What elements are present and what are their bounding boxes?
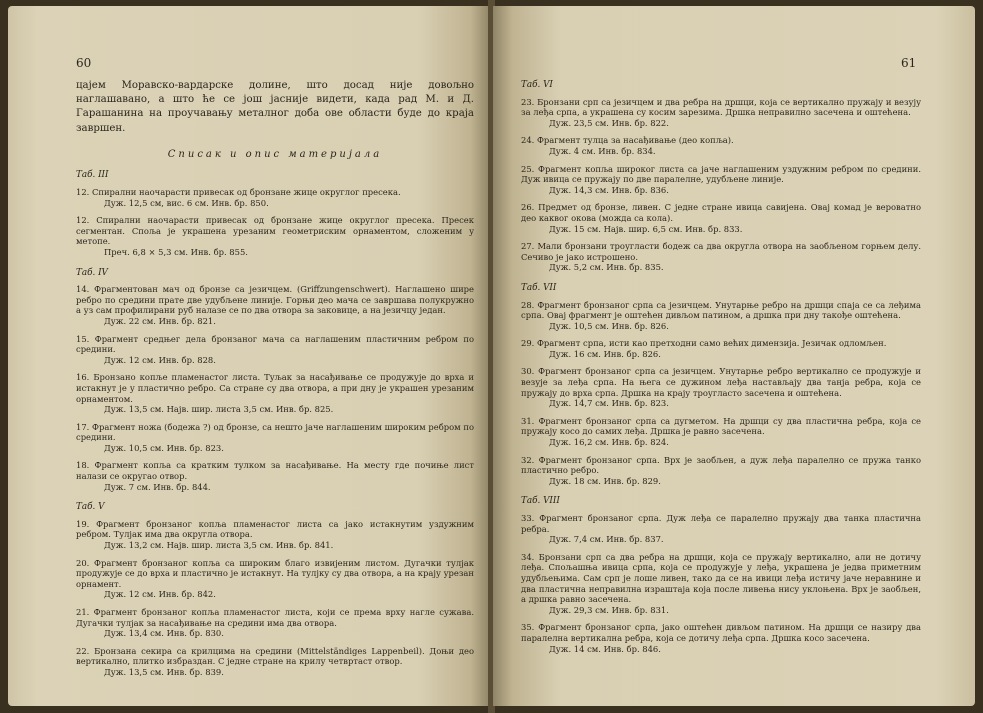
catalog-entry [76, 558, 474, 600]
entry-description: 12. Спирални наочарасти привесак од бронзане жице округлог пресека. [76, 187, 401, 197]
left-page-content [76, 79, 474, 685]
entry-description: 22. Бронзана секира са крилцима на средини (Mittelständiges Lappenbeil). Доњи део вертикално, плитко избраздан. С једне стране на крилу четвртаст отвор. [76, 645, 474, 667]
entry-measurements: Дуж. 22 см. Инв. бр. 821. [104, 315, 216, 326]
entry-description: 21. Фрагмент бронзаног копља пламенастог листа, који се према врху нагле сужава. Дугачки тулјак за насађивање на средини има два отвора. [76, 607, 474, 628]
catalog-entry [521, 164, 921, 196]
entry-description: 17. Фрагмент ножа (бодежа ?) од бронзе, са нешто јаче наглашеним широким ребром по средини. [76, 421, 474, 443]
entry-measurements: Дуж. 7 см. Инв. бр. 844. [104, 481, 211, 492]
entry-measurements: Дуж. 16,2 см. Инв. бр. 824. [549, 437, 669, 448]
entry-description: 28. Фрагмент бронзаног српа са језичцем. Унутарње ребро на дршци спаја се са леђима српа. Овај фрагмент је оштећен дивљом патином, а дршка при дну такође оштећена. [521, 299, 921, 321]
entry-description: 23. Бронзани срп са језичцем и два ребра на дршци, која се вертикално пружају и везују за леђа српа, а украшена су косим зарезима. Дршка неправилно засечена и оштећена. [521, 96, 921, 118]
plate-heading: Таб. III [76, 170, 109, 181]
entry-description: 26. Предмет од бронзе, ливен. С једне стране ивица савијена. Овај комад је вероватно део каквог окова (можда са кола). [521, 202, 921, 223]
catalog-entry [521, 366, 921, 408]
catalog-entry [521, 622, 921, 654]
plate-heading: Таб. VIII [521, 496, 560, 507]
catalog-entry [76, 607, 474, 639]
entry-measurements: Дуж. 15 см. Најв. шир. 6,5 см. Инв. бр. 833. [549, 223, 743, 234]
catalog-entry [76, 422, 474, 454]
entry-measurements: Дуж. 10,5 см. Инв. бр. 823. [104, 442, 224, 453]
entry-measurements: Дуж. 23,5 см. Инв. бр. 822. [549, 117, 669, 128]
plate-heading: Таб. VI [521, 80, 553, 90]
entry-description: 16. Бронзано копље пламенастог листа. Туљак за насађивање се продужује до врха и истакнут је у пластично ребро. Са стране су два отвора, а при дну је украшен урезаним орнаментом. [76, 372, 474, 404]
plate-heading: Таб. IV [76, 267, 108, 278]
entry-measurements: Дуж. 7,4 см. Инв. бр. 837. [549, 534, 664, 545]
entry-description: 34. Бронзани срп са два ребра на дршци, која се пружају вертикално, али не дотичу леђа. Спољашња ивица српа, која се продужује у леђа, украшена је једва приметним удубљењима. Сам срп је лоше ливен, тако да се на ивици леђа истичу јаче неравнине и два пластична неправилна израштаја која после ливења нису уклоњена. Врх је заобљен, а дршка равно засечена. [521, 551, 921, 605]
entry-description: 24. Фрагмент тулца за насађивање (део копља). [521, 135, 734, 146]
entry-measurements: Дуж. 14 см. Инв. бр. 846. [549, 643, 661, 654]
catalog-entry [521, 135, 921, 156]
entry-description: 32. Фрагмент бронзаног српа. Врх је заобљен, а дуж леђа паралелно се пружа танко пластично ребро. [521, 454, 921, 476]
catalog-entry [521, 416, 921, 448]
right-page-content [521, 80, 921, 661]
entry-measurements: Дуж. 16 см. Инв. бр. 826. [549, 348, 661, 359]
entry-description: 30. Фрагмент бронзаног српа са језичцем. Унутарње ребро вертикално се продужује и везује за леђа српа. На њега се дужином леђа настављају два танја ребра, која се пружају до врха српа. Дршка на крају троугласто засечена и оштећена. [521, 366, 921, 398]
catalog-entry [521, 300, 921, 332]
entry-description: 20. Фрагмент бронзаног копља са широким благо извијеним листом. Дугачки тулјак продужује се до врха и пластично је истакнут. На тулјку су два отвора, а на крају урезан орнамент. [76, 557, 474, 589]
catalog-entry [521, 338, 921, 359]
entry-measurements: Дуж. 14,3 см. Инв. бр. 836. [549, 184, 669, 195]
entry-description: 18. Фрагмент копља са кратким тулком за насађивање. На месту где почиње лист налази се округао отвор. [76, 460, 474, 482]
entry-measurements: Дуж. 13,4 см. Инв. бр. 830. [104, 628, 224, 639]
section-heading: Списак и опис материјала [167, 148, 383, 160]
entry-description: 35. Фрагмент бронзаног српа, јако оштећен дивљом патином. На дршци се назиру два паралелна вертикална ребра, која се дотичу леђа српа. Дршка косо засечена. [521, 622, 921, 643]
entry-description: 15. Фрагмент средњег дела бронзаног мача са наглашеним пластичним ребром по средини. [76, 333, 474, 355]
catalog-entry [76, 519, 474, 551]
catalog-entry [521, 241, 921, 273]
right-page [493, 6, 975, 706]
entry-measurements: Дуж. 12,5 см, вис. 6 см. Инв. бр. 850. [104, 197, 269, 208]
entry-measurements: Дуж. 13,5 см. Најв. шир. листа 3,5 см. Инв. бр. 825. [104, 404, 334, 415]
entry-description: 19. Фрагмент бронзаног копља пламенастог листа са јако истакнутим уздужним ребром. Тулјак има два округла отвора. [76, 518, 474, 540]
catalog-entry [76, 372, 474, 414]
catalog-entry [521, 202, 921, 234]
page-number: 60 [76, 56, 92, 70]
catalog-entry [76, 215, 474, 257]
entry-measurements: Дуж. 12 см. Инв. бр. 828. [104, 354, 216, 365]
catalog-entry [76, 187, 474, 208]
intro-paragraph: цајем Моравско-вардарске долине, што досад није довољно наглашавано, а што ће се још јасније видети, када рад М. и Д. Гарашанина на проучавању металног доба ове области буде до краја завршен. [76, 80, 474, 134]
catalog-entry [521, 552, 921, 616]
catalog-entry [521, 455, 921, 487]
entry-description: 29. Фрагмент српа, исти као претходни само већих димензија. Језичак одломљен. [521, 338, 887, 349]
entry-measurements: Дуж. 29,3 см. Инв. бр. 831. [549, 604, 669, 615]
plate-heading: Таб. VII [521, 282, 557, 293]
entry-measurements: Дуж. 5,2 см. Инв. бр. 835. [549, 262, 664, 273]
entry-measurements: Дуж. 10,5 см. Инв. бр. 826. [549, 320, 669, 331]
left-page [8, 6, 490, 706]
entry-measurements: Дуж. 13,2 см. Најв. шир. листа 3,5 см. Инв. бр. 841. [104, 540, 334, 551]
catalog-entry [76, 284, 474, 326]
catalog-entry [76, 460, 474, 492]
plate-heading: Таб. V [76, 502, 105, 513]
page-number: 61 [901, 56, 917, 70]
entry-measurements: Дуж. 13,5 см. Инв. бр. 839. [104, 666, 224, 677]
entry-description: 33. Фрагмент бронзаног српа. Дуж леђа се паралелно пружају два танка пластична ребра. [521, 513, 921, 534]
catalog-entry [76, 646, 474, 678]
entry-description: 25. Фрагмент копља широког листа са јаче наглашеним уздужним ребром по средини. Дуж ивица се пружају по две паралелне, удубљене линије. [521, 163, 921, 185]
left-sections [76, 170, 474, 677]
entry-description: 31. Фрагмент бронзаног српа са дугметом. На дршци су два пластична ребра, која се пружају косо до самих леђа. Дршка је равно засечена. [521, 415, 921, 437]
entry-description: 27. Мали бронзани троугласти бодеж са два округла отвора на заобљеном горњем делу. Сечиво је јако истрошено. [521, 241, 921, 262]
entry-measurements: Дуж. 4 см. Инв. бр. 834. [549, 145, 656, 156]
catalog-entry [76, 334, 474, 366]
entry-measurements: Дуж. 12 см. Инв. бр. 842. [104, 589, 216, 600]
entry-measurements: Дуж. 18 см. Инв. бр. 829. [549, 475, 661, 486]
entry-description: 12. Спирални наочарасти привесак од бронзане жице округлог пресека. Пресек сегментан. Споља је украшена урезаним геометриским орнаментом, сложеним у метопе. [76, 215, 474, 247]
right-sections [521, 80, 921, 654]
entry-measurements: Дуж. 14,7 см. Инв. бр. 823. [549, 398, 669, 409]
catalog-entry [521, 97, 921, 129]
catalog-entry [521, 513, 921, 545]
entry-description: 14. Фрагментован мач од бронзе са језичцем. (Griffzungenschwert). Наглашено шире ребро по средини прате две удубљене линије. Горњи део мача се завршава полукружно а уз сам профилирани руб налазе се по два отвора за заковице, а на језичцу један. [76, 284, 474, 316]
entry-measurements: Преч. 6,8 × 5,3 см. Инв. бр. 855. [104, 246, 248, 257]
